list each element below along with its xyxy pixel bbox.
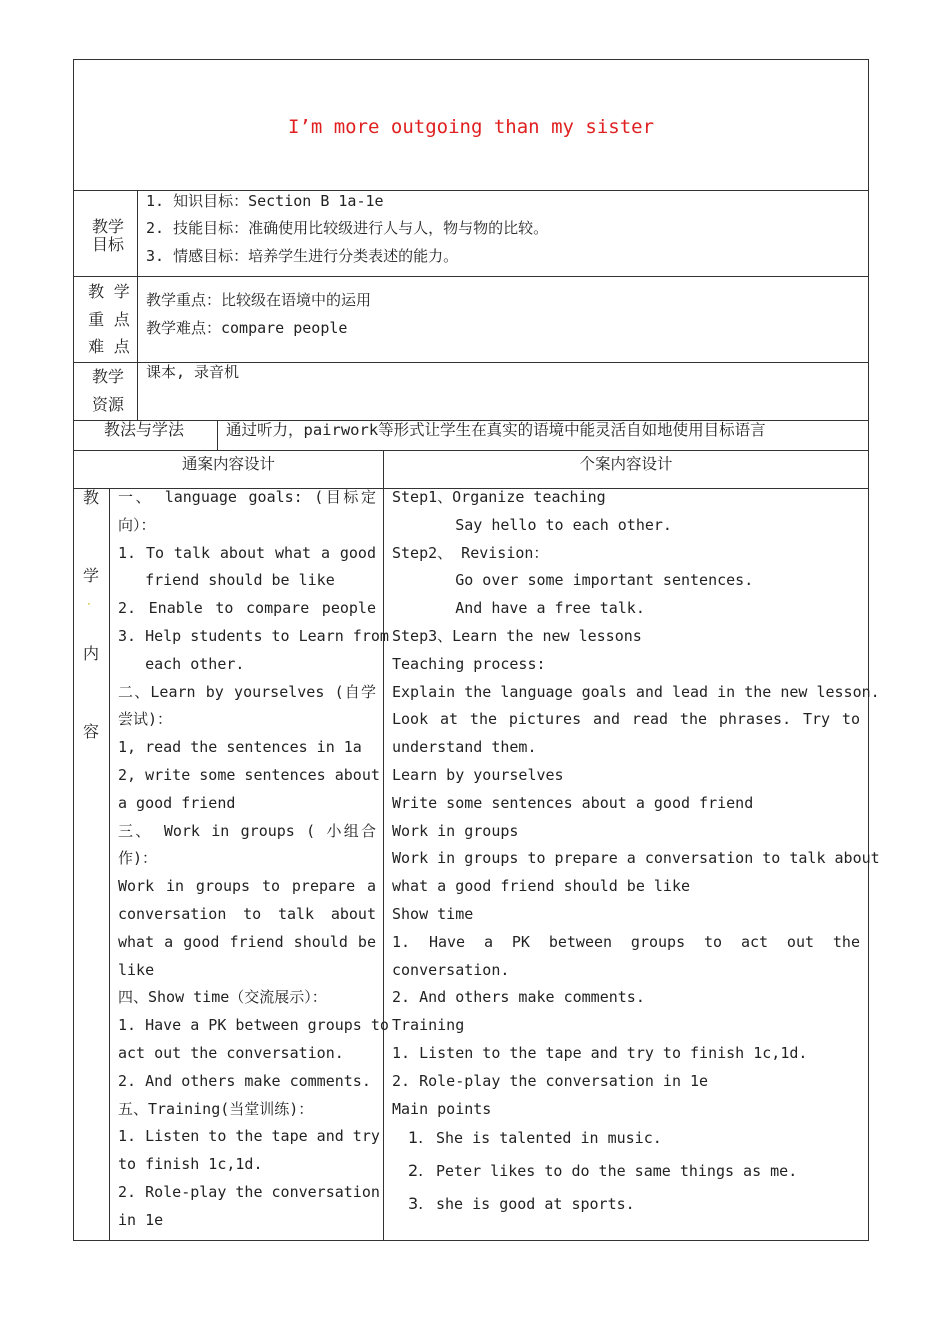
left-line: 尝试)： <box>118 710 173 729</box>
left-line: 2. Enable to compare people <box>118 599 376 618</box>
right-line: 1. Have a PK between groups to act out the <box>392 932 860 951</box>
right-line: Teaching process: <box>392 654 546 673</box>
key-point-text: 教学重点：比较级在语境中的运用 <box>146 291 372 309</box>
main-point-item <box>408 1129 662 1147</box>
left-line: 三、 Work in groups ( 小组合 <box>118 821 376 840</box>
right-line: Go over some important sentences. <box>392 571 754 590</box>
difficulty-text: 教学难点：compare people <box>146 319 348 337</box>
right-line: Main points <box>392 1099 492 1118</box>
left-line: 作)： <box>118 849 158 868</box>
right-column-header: 个案内容设计 <box>579 455 673 473</box>
left-line: 向）： <box>118 515 156 534</box>
left-line: 2. Role-play the conversation <box>118 1182 380 1201</box>
divider <box>109 488 110 1240</box>
right-line: 2. And others make comments. <box>392 988 645 1007</box>
page-title: I’m more outgoing than my sister <box>287 116 655 138</box>
right-line: Step3、Learn the new lessons <box>392 626 642 645</box>
left-line: conversation to talk about <box>118 904 376 923</box>
left-line: what a good friend should be <box>118 932 376 951</box>
right-column-content <box>392 484 880 1123</box>
objective-item: 2. 技能目标：准确使用比较级进行人与人，物与物的比较。 <box>146 219 549 237</box>
left-column-header: 通案内容设计 <box>181 455 275 473</box>
left-line: act out the conversation. <box>118 1043 344 1062</box>
left-line: friend should be like <box>118 571 335 590</box>
left-line: 1, read the sentences in 1a <box>118 738 362 757</box>
right-line: Write some sentences about a good friend <box>392 793 754 812</box>
left-line: Work in groups to prepare a <box>118 877 376 896</box>
side-label-char: 容 <box>83 722 100 741</box>
right-line: Show time <box>392 904 474 923</box>
right-line: 2. Role-play the conversation in 1e <box>392 1071 709 1090</box>
main-point-text: she is good at sports. <box>436 1195 635 1213</box>
main-point-item <box>408 1162 797 1180</box>
left-column-content <box>118 484 389 1235</box>
objective-item: 3. 情感目标：培养学生进行分类表述的能力。 <box>146 247 459 265</box>
divider <box>217 420 218 450</box>
right-line: Say hello to each other. <box>392 515 672 534</box>
left-line: to finish 1c,1d. <box>118 1155 263 1174</box>
right-line: conversation. <box>392 960 510 979</box>
divider <box>137 190 138 420</box>
left-line: in 1e <box>118 1210 164 1229</box>
right-line: Step2、 Revision： <box>392 543 549 562</box>
side-label-char: 教 <box>83 488 100 507</box>
objective-item: 1. 知识目标：Section B 1a-1e <box>146 192 384 210</box>
right-line: Work in groups <box>392 821 519 840</box>
list-number: 2. <box>408 1161 424 1180</box>
divider <box>74 450 868 451</box>
left-line: 二、Learn by yourselves (自学 <box>118 682 376 701</box>
right-line: Work in groups to prepare a conversation to talk about <box>392 849 880 868</box>
list-number: 1. <box>408 1128 424 1147</box>
right-line: Step1、Organize teaching <box>392 488 606 506</box>
left-line: 1. Listen to the tape and try <box>118 1127 380 1146</box>
main-point-text: Peter likes to do the same things as me. <box>436 1162 798 1180</box>
key-points-label: 教 学 重 点 难 点 <box>88 282 130 356</box>
list-number: 3. <box>408 1194 424 1213</box>
resources-text: 课本, 录音机 <box>146 363 240 381</box>
methods-label: 教法与学法 <box>104 420 185 439</box>
right-line: Explain the language goals and lead in the new lesson. <box>392 682 880 701</box>
right-line: And have a free talk. <box>392 599 645 618</box>
left-line: each other. <box>118 654 245 673</box>
left-line: 2. And others make comments. <box>118 1071 371 1090</box>
side-label-char: 学 <box>83 566 100 585</box>
right-line: understand them. <box>392 738 537 757</box>
left-line: 五、Training(当堂训练)： <box>118 1099 314 1118</box>
left-line: 1. Have a PK between groups to <box>118 1016 389 1035</box>
left-line: 3. Help students to Learn from <box>118 626 389 645</box>
resources-label: 教学 资源 <box>91 367 124 414</box>
methods-text: 通过听力，pairwork等形式让学生在真实的语境中能灵活自如地使用目标语言 <box>226 421 766 439</box>
right-line: Look at the pictures and read the phrases. Try to <box>392 710 860 729</box>
left-line: 四、Show time（交流展示）： <box>118 988 327 1007</box>
right-line: 1. Listen to the tape and try to finish 1c,1d. <box>392 1043 808 1062</box>
side-label-char: 内 <box>83 644 100 663</box>
right-line: Learn by yourselves <box>392 765 564 784</box>
left-line: 2, write some sentences about <box>118 765 380 784</box>
left-line: 一、 language goals: (目标定 <box>118 488 376 506</box>
left-line: a good friend <box>118 793 236 812</box>
lesson-plan-table <box>73 59 880 1241</box>
main-point-item <box>408 1195 635 1213</box>
right-line: what a good friend should be like <box>392 877 691 896</box>
objectives-label: 教学 目标 <box>91 217 124 254</box>
divider <box>74 276 868 277</box>
left-line: like <box>118 960 155 979</box>
marker-dot: · <box>86 599 93 610</box>
main-point-text: She is talented in music. <box>436 1129 662 1147</box>
divider <box>74 190 868 191</box>
left-line: 1. To talk about what a good <box>118 543 376 562</box>
divider <box>383 450 384 1240</box>
right-line: Training <box>392 1016 465 1035</box>
